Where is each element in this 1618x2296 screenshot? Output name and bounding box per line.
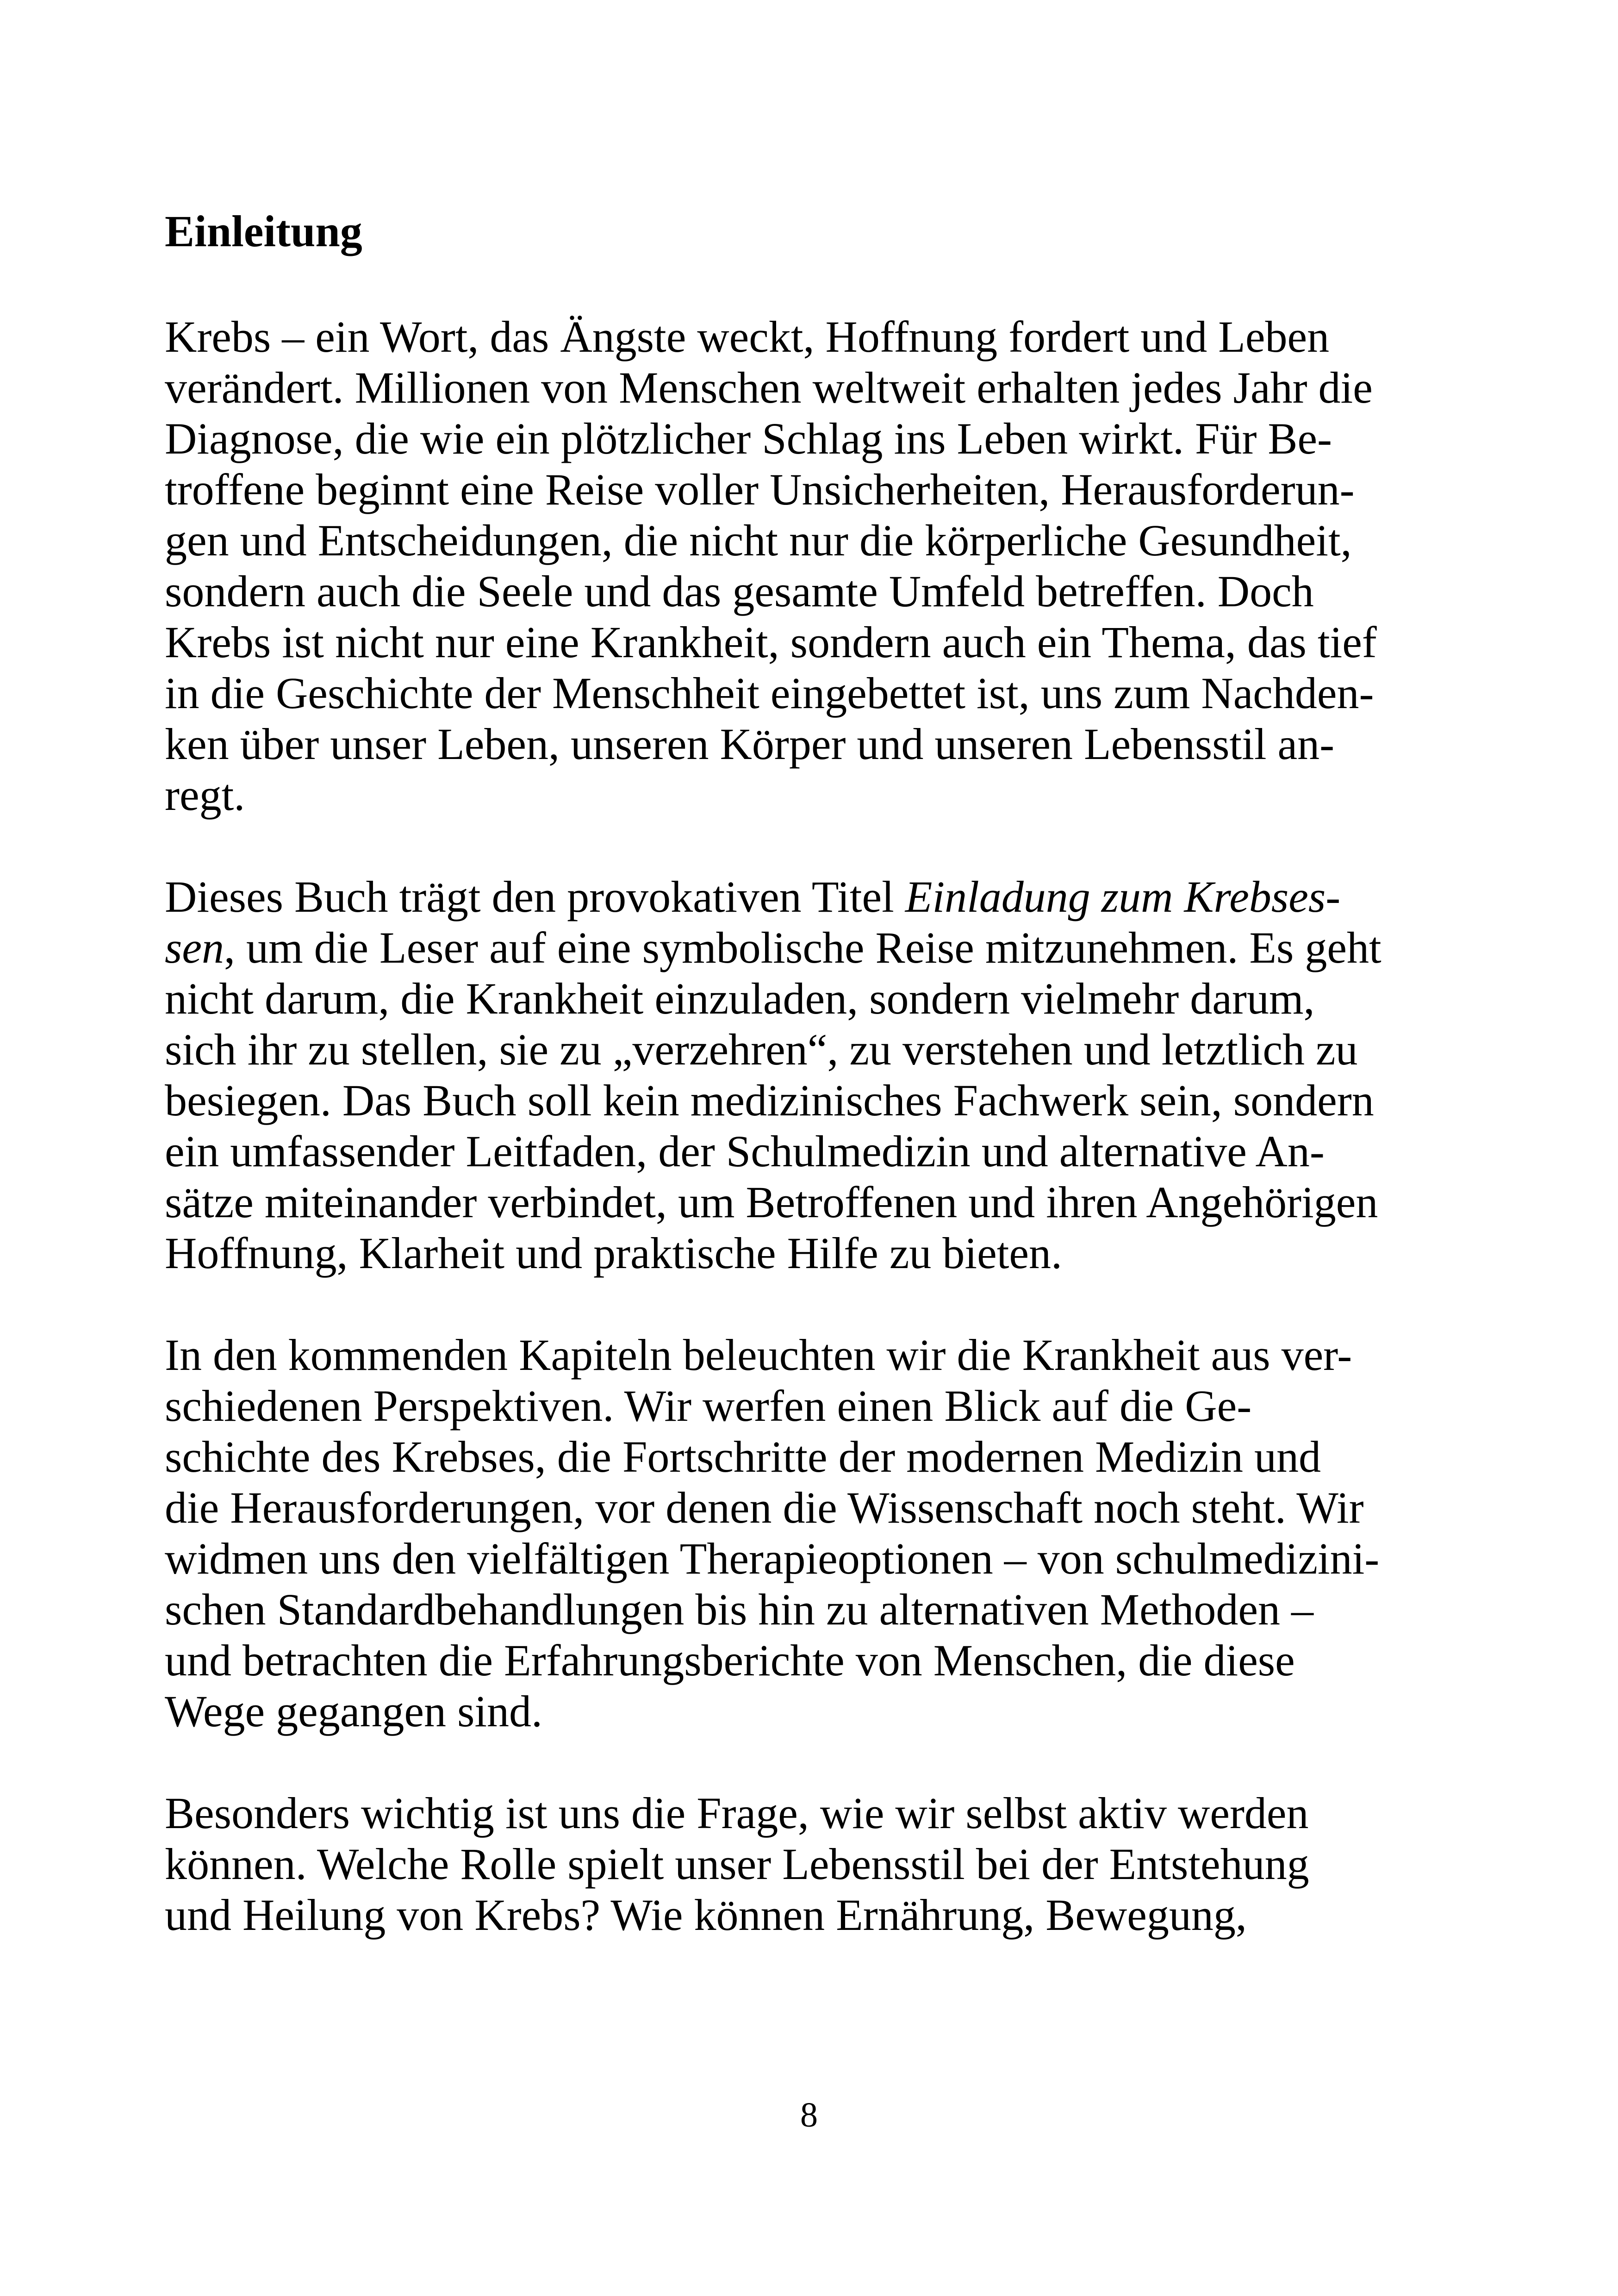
text-line: [165, 464, 1461, 515]
text-segment: gen und Entscheidungen, die nicht nur die körperliche Gesundheit,: [165, 516, 1352, 565]
text-line: [165, 311, 1461, 362]
paragraph: [165, 311, 1461, 821]
text-line: [165, 1890, 1461, 1941]
text-segment: Krebs ist nicht nur eine Krankheit, sondern auch ein Thema, das tief: [165, 617, 1377, 667]
text-line: [165, 668, 1461, 719]
text-line: [165, 515, 1461, 566]
text-line: [165, 362, 1461, 413]
text-segment: nicht darum, die Krankheit einzuladen, sondern vielmehr darum,: [165, 974, 1315, 1023]
text-segment: troffene beginnt eine Reise voller Unsicherheiten, Herausforderun-: [165, 465, 1355, 514]
book-title-italic: Einladung zum Krebses-: [905, 872, 1341, 921]
text-line: [165, 1330, 1461, 1381]
text-line: [165, 1635, 1461, 1686]
text-line: [165, 1482, 1461, 1533]
text-segment: Hoffnung, Klarheit und praktische Hilfe zu bieten.: [165, 1228, 1062, 1278]
text-line: [165, 1839, 1461, 1890]
text-line: [165, 719, 1461, 770]
body-text: [165, 311, 1461, 1991]
text-line: [165, 1177, 1461, 1228]
text-segment: in die Geschichte der Menschheit eingebettet ist, uns zum Nachden-: [165, 668, 1374, 718]
paragraph: [165, 871, 1461, 1279]
text-segment: und Heilung von Krebs? Wie können Ernährung, Bewegung,: [165, 1890, 1247, 1940]
text-segment: In den kommenden Kapiteln beleuchten wir die Krankheit aus ver-: [165, 1330, 1352, 1380]
text-line: [165, 1228, 1461, 1279]
text-segment: Dieses Buch trägt den provokativen Titel: [165, 872, 905, 921]
text-line: [165, 770, 1461, 821]
text-line: [165, 1024, 1461, 1075]
text-segment: verändert. Millionen von Menschen weltweit erhalten jedes Jahr die: [165, 363, 1373, 412]
text-segment: schen Standardbehandlungen bis hin zu alternativen Methoden –: [165, 1585, 1313, 1634]
text-line: [165, 871, 1461, 922]
text-segment: Krebs – ein Wort, das Ängste weckt, Hoffnung fordert und Leben: [165, 312, 1330, 361]
text-line: [165, 922, 1461, 973]
chapter-heading: Einleitung: [165, 206, 362, 256]
paragraph: [165, 1330, 1461, 1737]
paragraph: [165, 1788, 1461, 1941]
text-line: [165, 1788, 1461, 1839]
text-segment: sondern auch die Seele und das gesamte Umfeld betreffen. Doch: [165, 566, 1314, 616]
text-segment: und betrachten die Erfahrungsberichte von Menschen, die diese: [165, 1636, 1295, 1685]
text-line: [165, 1381, 1461, 1431]
text-segment: besiegen. Das Buch soll kein medizinisches Fachwerk sein, sondern: [165, 1076, 1374, 1125]
text-line: [165, 1431, 1461, 1482]
text-line: [165, 413, 1461, 464]
text-segment: sätze miteinander verbindet, um Betroffenen und ihren Angehörigen: [165, 1177, 1378, 1227]
text-line: [165, 1075, 1461, 1126]
text-segment: Besonders wichtig ist uns die Frage, wie wir selbst aktiv werden: [165, 1788, 1309, 1838]
text-segment: Diagnose, die wie ein plötzlicher Schlag ins Leben wirkt. Für Be-: [165, 414, 1332, 463]
text-segment: Wege gegangen sind.: [165, 1686, 542, 1736]
text-segment: regt.: [165, 770, 245, 820]
book-title-italic: sen: [165, 923, 224, 972]
text-segment: sich ihr zu stellen, sie zu „verzehren“, zu verstehen und letztlich zu: [165, 1025, 1358, 1074]
text-segment: , um die Leser auf eine symbolische Reise mitzunehmen. Es geht: [224, 923, 1382, 972]
text-segment: die Herausforderungen, vor denen die Wissenschaft noch steht. Wir: [165, 1483, 1364, 1532]
text-segment: ein umfassender Leitfaden, der Schulmedizin und alternative An-: [165, 1126, 1325, 1176]
text-segment: schichte des Krebses, die Fortschritte der modernen Medizin und: [165, 1432, 1321, 1481]
text-line: [165, 973, 1461, 1024]
text-line: [165, 566, 1461, 617]
text-segment: schiedenen Perspektiven. Wir werfen einen Blick auf die Ge-: [165, 1381, 1252, 1431]
text-line: [165, 1126, 1461, 1177]
text-line: [165, 1533, 1461, 1584]
text-line: [165, 617, 1461, 668]
page-number: 8: [800, 2096, 818, 2134]
text-segment: widmen uns den vielfältigen Therapieoptionen – von schulmedizini-: [165, 1534, 1380, 1583]
text-segment: ken über unser Leben, unseren Körper und unseren Lebensstil an-: [165, 719, 1335, 769]
text-line: [165, 1584, 1461, 1635]
text-line: [165, 1686, 1461, 1737]
text-segment: können. Welche Rolle spielt unser Lebensstil bei der Entstehung: [165, 1839, 1309, 1889]
